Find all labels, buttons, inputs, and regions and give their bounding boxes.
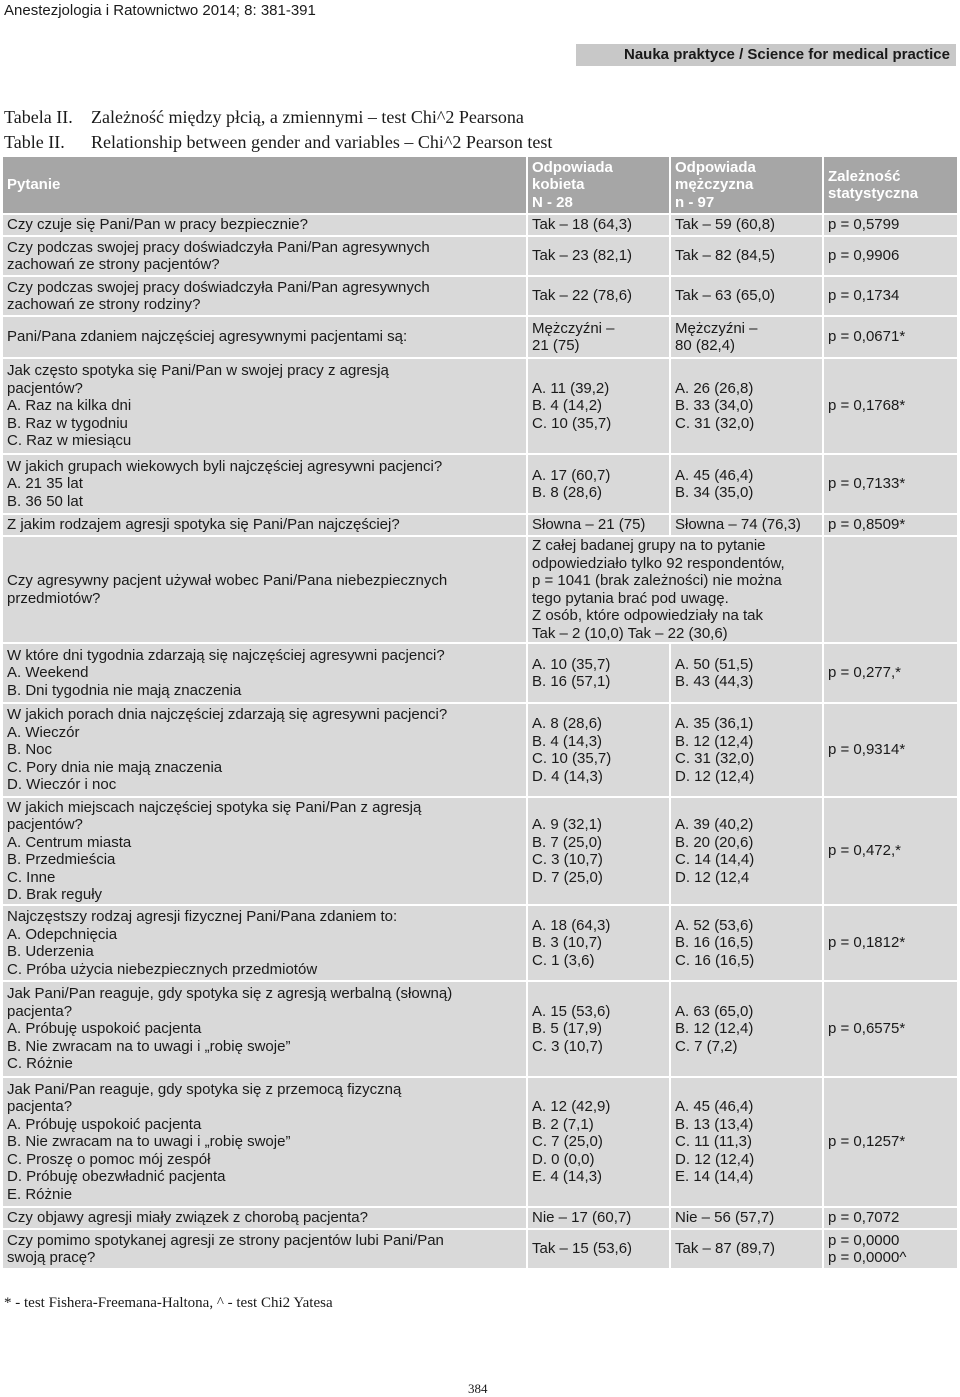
cell-line: A. 63 (65,0) <box>675 1002 754 1020</box>
cell-line: C. Raz w miesiącu <box>7 432 132 450</box>
cell-line: Czy czuje się Pani/Pan w pracy bezpiecznie? <box>7 216 308 234</box>
cell-line: A. Raz na kilka dni <box>7 397 132 415</box>
table-row <box>3 798 957 906</box>
question-cell <box>3 704 528 798</box>
male-answer-cell <box>671 455 824 515</box>
cell-line: Jak Pani/Pan reaguje, gdy spotyka się z agresją werbalną (słowną) <box>7 985 453 1003</box>
header-question: Pytanie <box>3 157 528 215</box>
cell-line: C. 11 (11,3) <box>675 1133 752 1151</box>
table-row <box>3 215 957 237</box>
cell-line: Tak – 63 (65,0) <box>675 287 776 305</box>
question-cell <box>3 1230 528 1270</box>
cell-line: p = 0,1734 <box>828 287 900 305</box>
cell-line: A. 15 (53,6) <box>532 1002 611 1020</box>
male-answer-cell <box>671 1230 824 1270</box>
table-caption-en <box>4 132 552 153</box>
statistic-cell <box>824 277 957 317</box>
cell-line: B. Dni tygodnia nie mają znaczenia <box>7 681 242 699</box>
cell-line: D. 12 (12,4) <box>675 1150 755 1168</box>
question-cell <box>3 1078 528 1208</box>
question-cell <box>3 237 528 277</box>
table-body <box>3 215 957 1270</box>
cell-line: A. 8 (28,6) <box>532 715 603 732</box>
cell-line: p = 0,9314* <box>828 741 906 759</box>
cell-line: kobieta <box>532 176 585 194</box>
cell-line: Czy agresywny pacjent używał wobec Pani/Pana niebezpiecznych <box>7 572 448 589</box>
table-row <box>3 1208 957 1230</box>
cell-line: pacjentów? <box>7 816 83 833</box>
cell-line: Z całej badanej grupy na to pytanie <box>532 537 766 554</box>
cell-line: N - 28 <box>532 193 573 211</box>
cell-line: A. 12 (42,9) <box>532 1098 611 1116</box>
cell-line: Tak – 22 (78,6) <box>532 287 633 305</box>
cell-line: W jakich porach dnia najczęściej zdarzają się agresywni pacjenci? <box>7 706 448 724</box>
cell-line: Słowna – 74 (76,3) <box>675 516 801 534</box>
male-answer-cell <box>671 1078 824 1208</box>
cell-line: C. 31 (32,0) <box>675 414 755 432</box>
male-answer-cell <box>671 277 824 317</box>
cell-line: C. 14 (14,4) <box>675 851 755 868</box>
female-answer-cell <box>528 455 671 515</box>
cell-line: Czy objawy agresji miały związek z chorobą pacjenta? <box>7 1209 368 1227</box>
cell-line: C. 3 (10,7) <box>532 851 603 868</box>
cell-line: B. Nie zwracam na to uwagi i „robię swoje” <box>7 1133 291 1151</box>
female-answer-cell <box>528 277 671 317</box>
cell-line: Tak – 23 (82,1) <box>532 247 633 265</box>
statistic-cell <box>824 1230 957 1270</box>
female-answer-cell <box>528 359 671 455</box>
cell-line: p = 0,277,* <box>828 664 901 682</box>
cell-line: p = 0,9906 <box>828 247 900 265</box>
cell-line: B. Przedmieścia <box>7 851 116 868</box>
cell-line: D. 0 (0,0) <box>532 1150 595 1168</box>
cell-line: B. 12 (12,4) <box>675 1020 754 1038</box>
cell-line: Czy podczas swojej pracy doświadczyła Pani/Pan agresywnych <box>7 278 430 296</box>
statistic-cell <box>824 982 957 1078</box>
cell-line: A. 45 (46,4) <box>675 466 754 484</box>
female-answer-cell <box>528 1230 671 1270</box>
female-answer-cell <box>528 317 671 359</box>
cell-line: B. 20 (20,6) <box>675 833 754 851</box>
female-answer-cell <box>528 215 671 237</box>
statistic-cell <box>824 537 957 644</box>
cell-line: statystyczna <box>828 185 919 202</box>
table-footnote: * - test Fishera-Freemana-Haltona, ^ - test Chi2 Yatesa <box>4 1295 333 1311</box>
cell-line: 80 (82,4) <box>675 337 736 354</box>
statistic-cell <box>824 798 957 906</box>
statistic-cell <box>824 1208 957 1230</box>
male-answer-cell <box>671 359 824 455</box>
cell-line: A. Wieczór <box>7 723 80 741</box>
cell-line: Czy pomimo spotykanej agresji ze strony pacjentów lubi Pani/Pan <box>7 1231 444 1249</box>
cell-line: C. 3 (10,7) <box>532 1037 603 1055</box>
question-cell <box>3 1208 528 1230</box>
cell-line: E. Różnie <box>7 1185 73 1203</box>
table-row <box>3 515 957 537</box>
cell-line: A. Weekend <box>7 664 89 682</box>
cell-line: A. 17 (60,7) <box>532 466 611 484</box>
cell-line: E. 14 (14,4) <box>675 1168 754 1186</box>
cell-line: p = 1041 (brak zależności) nie można <box>532 572 782 589</box>
cell-line: p = 0,7072 <box>828 1209 900 1227</box>
cell-line: A. 26 (26,8) <box>675 379 754 397</box>
caption-label: Tabela II. <box>4 107 73 127</box>
table-row <box>3 277 957 317</box>
cell-line: p = 0,0671* <box>828 328 906 346</box>
cell-line: Tak – 87 (89,7) <box>675 1240 776 1258</box>
cell-line: Słowna – 21 (75) <box>532 516 646 534</box>
cell-line: A. 10 (35,7) <box>532 655 611 673</box>
cell-line: C. 10 (35,7) <box>532 414 612 432</box>
cell-line: Nie – 17 (60,7) <box>532 1209 632 1227</box>
question-cell <box>3 215 528 237</box>
cell-line: Z osób, które odpowiedziały na tak <box>532 607 763 624</box>
female-answer-cell <box>528 237 671 277</box>
cell-line: C. 10 (35,7) <box>532 750 612 767</box>
cell-line: Tak – 15 (53,6) <box>532 1240 633 1258</box>
male-answer-cell <box>671 1208 824 1230</box>
cell-line: pacjenta? <box>7 1098 73 1116</box>
question-cell <box>3 644 528 704</box>
statistic-cell <box>824 644 957 704</box>
cell-line: D. 4 (14,3) <box>532 767 603 785</box>
cell-line: B. 5 (17,9) <box>532 1020 603 1038</box>
caption-label: Table II. <box>4 132 65 152</box>
cell-line: Zależność <box>828 167 901 185</box>
statistic-cell <box>824 317 957 359</box>
cell-line: B. 36 50 lat <box>7 492 83 510</box>
cell-line: W jakich grupach wiekowych byli najczęściej agresywni pacjenci? <box>7 457 443 475</box>
cell-line: A. 9 (32,1) <box>532 816 603 833</box>
cell-line: 21 (75) <box>532 337 580 354</box>
cell-line: A. 52 (53,6) <box>675 916 754 934</box>
statistic-cell <box>824 515 957 537</box>
female-answer-cell <box>528 1078 671 1208</box>
cell-line: D. Brak reguły <box>7 886 103 903</box>
cell-line: p = 0,8509* <box>828 516 906 534</box>
cell-line: B. Raz w tygodniu <box>7 414 128 432</box>
cell-line: p = 0,5799 <box>828 216 900 234</box>
header-female <box>528 157 671 215</box>
female-answer-cell <box>528 704 671 798</box>
cell-line: Czy podczas swojej pracy doświadczyła Pani/Pan agresywnych <box>7 238 430 256</box>
cell-line: D. 12 (12,4) <box>675 767 755 785</box>
cell-line: B. 8 (28,6) <box>532 484 603 501</box>
statistic-cell <box>824 704 957 798</box>
cell-line: A. Próbuję uspokoić pacjenta <box>7 1020 202 1038</box>
female-answer-cell <box>528 906 671 982</box>
table-header-row <box>3 157 957 215</box>
question-cell <box>3 455 528 515</box>
male-answer-cell <box>671 644 824 704</box>
male-answer-cell <box>671 982 824 1078</box>
cell-line: B. 33 (34,0) <box>675 397 754 415</box>
cell-line: Odpowiada <box>675 158 756 176</box>
cell-line: Tak – 18 (64,3) <box>532 216 633 234</box>
female-answer-cell <box>528 982 671 1078</box>
cell-line: p = 0,1768* <box>828 397 906 415</box>
question-cell <box>3 277 528 317</box>
cell-line: n - 97 <box>675 193 715 211</box>
table-row <box>3 1078 957 1208</box>
statistic-cell <box>824 455 957 515</box>
cell-line: mężczyzna <box>675 176 754 194</box>
female-answer-cell <box>528 1208 671 1230</box>
cell-line: A. 50 (51,5) <box>675 655 754 673</box>
statistic-cell <box>824 1078 957 1208</box>
cell-line: Tak – 2 (10,0) Tak – 22 (30,6) <box>532 624 728 642</box>
male-answer-cell <box>671 515 824 537</box>
female-answer-cell <box>528 644 671 704</box>
cell-line: Tak – 59 (60,8) <box>675 216 776 234</box>
results-table <box>3 157 957 1270</box>
cell-line: C. 7 (7,2) <box>675 1037 738 1055</box>
cell-line: B. 13 (13,4) <box>675 1115 754 1133</box>
cell-line: A. Próbuję uspokoić pacjenta <box>7 1115 202 1133</box>
header-male <box>671 157 824 215</box>
cell-line: D. Próbuję obezwładnić pacjenta <box>7 1168 226 1186</box>
cell-line: B. 16 (57,1) <box>532 673 611 690</box>
table-row <box>3 317 957 359</box>
cell-line: B. 3 (10,7) <box>532 934 603 952</box>
cell-line: C. 31 (32,0) <box>675 750 755 767</box>
cell-line: Mężczyźni – <box>675 319 758 337</box>
cell-line: pacjenta? <box>7 1002 73 1020</box>
journal-header: Anestezjologia i Ratownictwo 2014; 8: 381-391 <box>4 2 316 19</box>
cell-line: Tak – 82 (84,5) <box>675 247 776 265</box>
table-row <box>3 644 957 704</box>
cell-line: p = 0,0000^ <box>828 1249 907 1266</box>
table-row <box>3 906 957 982</box>
cell-line: C. 7 (25,0) <box>532 1133 603 1151</box>
table-row <box>3 359 957 455</box>
statistic-cell <box>824 215 957 237</box>
cell-line: Jak często spotyka się Pani/Pan w swojej pracy z agresją <box>7 362 389 380</box>
cell-line: C. 16 (16,5) <box>675 951 755 969</box>
cell-line: C. Pory dnia nie mają znaczenia <box>7 758 223 776</box>
question-cell <box>3 982 528 1078</box>
cell-line: B. 34 (35,0) <box>675 484 754 501</box>
male-answer-cell <box>671 215 824 237</box>
cell-line: A. Centrum miasta <box>7 833 132 851</box>
cell-line: tego pytania brać pod uwagę. <box>532 589 729 607</box>
female-answer-cell <box>528 515 671 537</box>
statistic-cell <box>824 237 957 277</box>
header-statistic <box>824 157 957 215</box>
cell-line: Nie – 56 (57,7) <box>675 1209 775 1227</box>
cell-line: B. Uderzenia <box>7 943 94 960</box>
caption-text: Relationship between gender and variables – Chi^2 Pearson test <box>91 132 553 152</box>
cell-line: Mężczyźni – <box>532 319 615 337</box>
cell-line: W które dni tygodnia zdarzają się najczęściej agresywni pacjenci? <box>7 646 445 664</box>
cell-line: p = 0,6575* <box>828 1020 906 1038</box>
cell-line: Z jakim rodzajem agresji spotyka się Pani/Pan najczęściej? <box>7 516 400 534</box>
cell-line: D. Wieczór i noc <box>7 776 117 794</box>
male-answer-cell <box>671 237 824 277</box>
question-cell <box>3 515 528 537</box>
male-answer-cell <box>671 317 824 359</box>
cell-line: p = 0,7133* <box>828 475 906 493</box>
table-caption-pl <box>4 107 524 128</box>
question-cell <box>3 537 528 644</box>
cell-line: swoją pracę? <box>7 1249 96 1266</box>
cell-line: p = 0,1257* <box>828 1133 906 1151</box>
cell-line: A. 18 (64,3) <box>532 916 611 934</box>
cell-line: p = 0,1812* <box>828 934 906 952</box>
cell-line: pacjentów? <box>7 379 83 397</box>
question-cell <box>3 317 528 359</box>
cell-line: A. 21 35 lat <box>7 475 83 493</box>
question-cell <box>3 359 528 455</box>
cell-line: zachowań ze strony rodziny? <box>7 296 201 313</box>
page-number: 384 <box>468 1381 488 1396</box>
male-answer-cell <box>671 906 824 982</box>
cell-line: Jak Pani/Pan reaguje, gdy spotyka się z przemocą fizyczną <box>7 1080 402 1098</box>
cell-line: A. 39 (40,2) <box>675 816 754 833</box>
cell-line: p = 0,0000 <box>828 1231 900 1249</box>
cell-line: Najczęstszy rodzaj agresji fizycznej Pani/Pana zdaniem to: <box>7 908 398 925</box>
table-row <box>3 704 957 798</box>
table-row <box>3 537 957 644</box>
statistic-cell <box>824 359 957 455</box>
table-row <box>3 982 957 1078</box>
cell-line: C. Próba użycia niebezpiecznych przedmiotów <box>7 960 318 978</box>
cell-line: B. Nie zwracam na to uwagi i „robię swoje” <box>7 1037 291 1055</box>
cell-line: zachowań ze strony pacjentów? <box>7 256 220 273</box>
male-answer-cell <box>671 704 824 798</box>
cell-line: B. 12 (12,4) <box>675 732 754 750</box>
cell-line: A. 45 (46,4) <box>675 1098 754 1116</box>
cell-line: W jakich miejscach najczęściej spotyka się Pani/Pan z agresją <box>7 798 422 816</box>
cell-line: B. 2 (7,1) <box>532 1115 594 1133</box>
cell-line: B. 7 (25,0) <box>532 833 603 851</box>
female-answer-cell <box>528 798 671 906</box>
cell-line: C. Różnie <box>7 1055 73 1073</box>
cell-line: A. 35 (36,1) <box>675 715 754 732</box>
cell-line: C. 1 (3,6) <box>532 951 595 969</box>
section-label: Nauka praktyce / Science for medical practice <box>576 44 956 66</box>
cell-line: B. 16 (16,5) <box>675 934 754 952</box>
cell-line: A. Odepchnięcia <box>7 925 118 943</box>
cell-line: odpowiedziało tylko 92 respondentów, <box>532 554 785 572</box>
table-row <box>3 455 957 515</box>
cell-line: E. 4 (14,3) <box>532 1168 603 1186</box>
cell-line: Odpowiada <box>532 158 613 176</box>
male-answer-cell <box>671 798 824 906</box>
cell-line: D. 7 (25,0) <box>532 868 603 886</box>
merged-answer-cell <box>528 537 824 644</box>
table-row <box>3 1230 957 1270</box>
question-cell <box>3 906 528 982</box>
cell-line: przedmiotów? <box>7 589 101 607</box>
cell-line: B. Noc <box>7 741 53 759</box>
cell-line: p = 0,472,* <box>828 842 901 860</box>
cell-line: C. Proszę o pomoc mój zespół <box>7 1150 211 1168</box>
cell-line: B. 4 (14,2) <box>532 397 603 415</box>
cell-line: B. 4 (14,3) <box>532 732 603 750</box>
cell-line: B. 43 (44,3) <box>675 673 754 690</box>
table-row <box>3 237 957 277</box>
cell-line: C. Inne <box>7 868 56 886</box>
caption-text: Zależność między płcią, a zmiennymi – test Chi^2 Pearsona <box>91 107 524 127</box>
statistic-cell <box>824 906 957 982</box>
cell-line: A. 11 (39,2) <box>532 379 610 397</box>
cell-line: D. 12 (12,4 <box>675 868 750 886</box>
question-cell <box>3 798 528 906</box>
cell-line: Pani/Pana zdaniem najczęściej agresywnymi pacjentami są: <box>7 328 408 346</box>
